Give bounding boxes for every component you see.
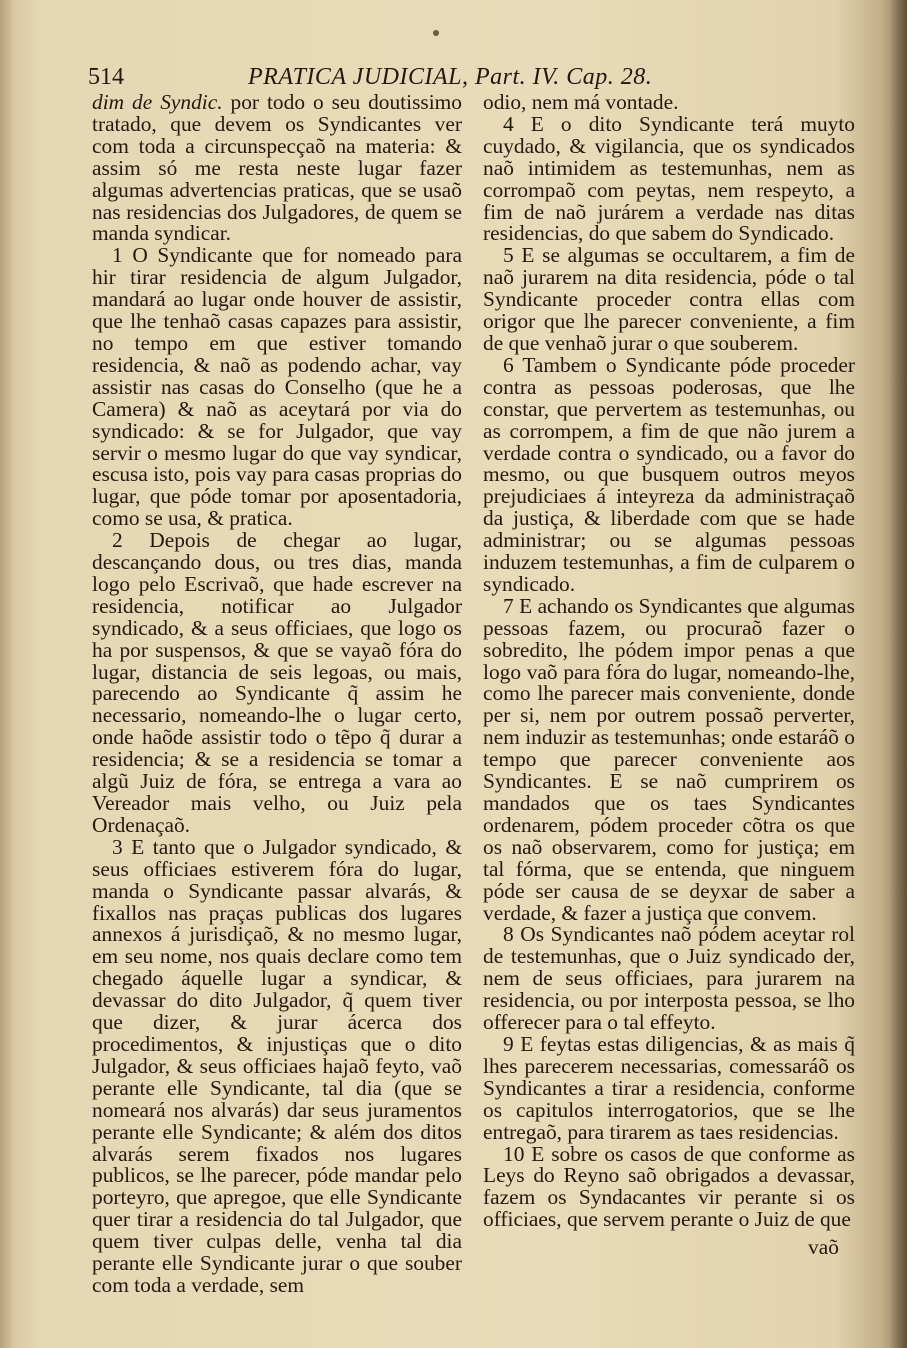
binding-mark bbox=[433, 30, 439, 36]
paragraph-4: 4 E o dito Syndicante terá muyto cuydado, & vigilancia, que os syndicados naõ intimidem as testemunhas, nem as corrompaõ com peytas, nem respeyto, a fim de naõ jurárem a verdade nas ditas residencias, do que sabem do Syndicado. bbox=[483, 111, 855, 246]
running-title: PRATICA JUDICIAL, Part. IV. Cap. 28. bbox=[248, 64, 653, 90]
opening-rest: por todo o seu doutissimo tratado, que devem os Syndicantes ver com toda a circunspecçaõ na materia: & assim só me resta neste lugar fazer algumas advertencias praticas, que se usaõ nas residencias dos Julgadores, de quem se manda syndicar. bbox=[92, 90, 462, 246]
running-head bbox=[88, 62, 728, 92]
paragraph-1: 1 O Syndicante que for nomeado para hir tirar residencia de algum Julgador, mandará ao lugar onde houver de assistir, que lhe tenhaõ casas capazes para assistir, no tempo em que estiver tomando residencia, & naõ as podendo achar, vay assistir nas casas do Conselho (que he a Camera) & naõ as aceytará por via do syndicado: & se for Julgador, que vay servir o mesmo lugar do que vay syndicar, escusa isto, pois vay para casas proprias do lugar, que póde tomar por aposentadoria, como se usa, & pratica. bbox=[92, 243, 462, 531]
paragraph-7: 7 E achando os Syndicantes que algumas pessoas fazem, ou procuraõ fazer o sobredito, lhe pódem impor penas a que logo vaõ para fóra do lugar, nomeando-lhe, como lhe parecer mais conveniente, donde per si, nem por outrem possaõ perverter, nem induzir as testemunhas; onde estaráõ o tempo que parecer conveniente aos Syndicantes. E se naõ cumprirem os mandados que os taes Syndicantes ordenarem, pódem proceder cõtra os que os naõ observarem, como for justiça; em tal fórma, que se entenda, que ninguem póde ser causa de se deyxar de saber a verdade, & fazer a justiça que convem. bbox=[483, 593, 855, 925]
paragraph-6: 6 Tambem o Syndicante póde proceder contra as pessoas poderosas, que lhe constar, que pervertem as testemunhas, ou as corrompem, a fim de que não jurem a verdade contra o syndicado, ou a favor do mesmo, ou que busquem outros meyos prejudiciaes á inteyreza da administraçaõ da justiça, & liberdade com que se hade administrar; ou se algumas pessoas induzem testemunhas, a fim de culparem o syndicado. bbox=[483, 352, 855, 596]
paragraph-10: 10 E sobre os casos de que conforme as Leys do Reyno saõ obrigados a devassar, fazem os Syndacantes vir perante si os officiaes, que servem perante o Juiz de que bbox=[483, 1141, 855, 1232]
right-column bbox=[483, 92, 855, 1231]
paragraph-2: 2 Depois de chegar ao lugar, descançando dous, ou tres dias, manda logo pelo Escrivaõ, que hade escrever na residencia, notificar ao Julgador syndicado, & a seus officiaes, que logo os ha por suspensos, & que se vayaõ fóra do lugar, distancia de seis legoas, ou mais, parecendo ao Syndicante q̃ assim he necessario, nomeando-lhe o lugar certo, onde haõde assistir todo o tẽpo q̃ durar a residencia; & se a residencia se tomar a algũ Juiz de fóra, se entrega a vara ao Vereador mais velho, ou Juiz pela Ordenaçaõ. bbox=[92, 528, 462, 837]
paragraph-8: 8 Os Syndicantes naõ pódem aceytar rol de testemunhas, que o Juiz syndicado der, nem de seus officiaes, para jurarem na residencia, ou por interposta pessoa, se lho offerecer para o tal effeyto. bbox=[483, 922, 855, 1035]
left-column bbox=[92, 92, 462, 1297]
paragraph-5: 5 E se algumas se occultarem, a fim de naõ jurarem na dita residencia, póde o tal Syndicante proceder contra ellas com origor que lhe parecer conveniente, a fim de que venhaõ jurar o que souberem. bbox=[483, 243, 855, 355]
paragraph-3: 3 E tanto que o Julgador syndicado, & seus officiaes estiverem fóra do lugar, manda o Syndicante passar alvarás, & fixallos nas praças publicas dos lugares annexos á jurisdiçaõ, & no mesmo lugar, em seu nome, nos quais declare como tem chegado áquelle lugar a syndicar, & devassar do dito Julgador, q̃ quem tiver que dizer, & jurar ácerca dos procedimentos, & injustiças que o dito Julgador, & seus officiaes hajaõ feyto, vaõ perante elle Syndicante, tal dia (que se nomeará nos alvarás) dar seus juramentos perante elle Syndicante; & além dos ditos alvarás serem fixados nos lugares publicos, se lhe parecer, póde mandar pelo porteyro, que apregoe, que elle Syndicante quer tirar a residencia do tal Julgador, que quem tiver culpas delle, venha tal dia perante elle Syndicante jurar o que souber com toda a verdade, sem bbox=[92, 834, 462, 1297]
paragraph-9: 9 E feytas estas diligencias, & as mais q̃ lhes parecerem necessarias, comessaráõ os Syndicantes a tirar a residencia, conforme os capitulos interrogatorios, que se lhe entregaõ, para tirarem as taes residencias. bbox=[483, 1031, 855, 1144]
right-opening: odio, nem má vontade. bbox=[483, 90, 679, 114]
opening-italic: dim de Syndic. bbox=[92, 90, 223, 114]
left-opening bbox=[92, 92, 462, 245]
page-number: 514 bbox=[88, 64, 124, 90]
catchword: vaõ bbox=[808, 1235, 839, 1259]
